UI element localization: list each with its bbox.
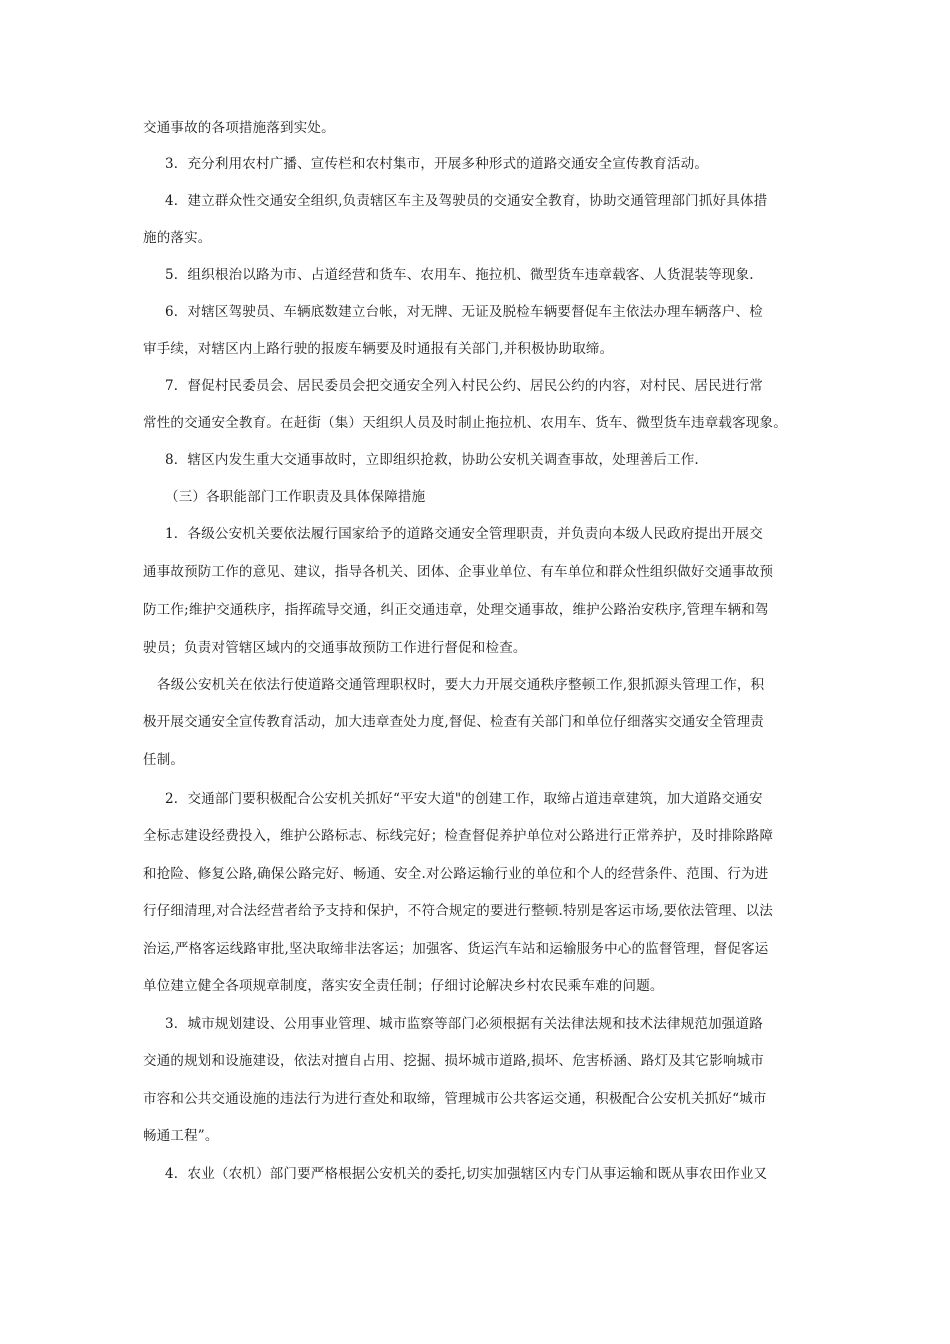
text-line: 3．城市规划建设、公用事业管理、城市监察等部门必须根据有关法律法规和技术法律规范加强道路 [165, 1016, 763, 1032]
text-line: 8．辖区内发生重大交通事故时，立即组织抢救，协助公安机关调查事故，处理善后工作. [165, 452, 699, 468]
text-line: 通事故预防工作的意见、建议，指导各机关、团体、企事业单位、有车单位和群众性组织做好交通事故预 [143, 564, 774, 580]
text-line: 交通的规划和设施建设，依法对擅自占用、挖掘、损坏城市道路,损坏、危害桥涵、路灯及其它影响城市 [143, 1053, 764, 1069]
text-line: 单位建立健全各项规章制度，落实安全责任制；仔细讨论解决乡村农民乘车难的问题。 [143, 978, 664, 994]
text-line: 行仔细清理,对合法经营者给予支持和保护，不符合规定的要进行整顿.特别是客运市场,要依法管理、以法 [143, 903, 773, 919]
text-line: 审手续，对辖区内上路行驶的报废车辆要及时通报有关部门,并积极协助取缔。 [143, 341, 614, 357]
text-line: 6．对辖区驾驶员、车辆底数建立台帐，对无牌、无证及脱检车辆要督促车主依法办理车辆落户、检 [165, 304, 763, 320]
text-line: 市容和公共交通设施的违法行为进行查处和取缔，管理城市公共客运交通，积极配合公安机关抓好“城市 [143, 1091, 767, 1107]
text-line: 各级公安机关在依法行使道路交通管理职权时，要大力开展交通秩序整顿工作,狠抓源头管理工作，积 [157, 677, 765, 693]
text-line: 和抢险、修复公路,确保公路完好、畅通、安全.对公路运输行业的单位和个人的经营条件、范围、行为进 [143, 866, 769, 882]
text-line: 全标志建设经费投入，维护公路标志、标线完好；检查督促养护单位对公路进行正常养护，及时排除路障 [143, 828, 774, 844]
text-line: 施的落实。 [143, 230, 212, 246]
text-line: 防工作;维护交通秩序，指挥疏导交通，纠正交通违章，处理交通事故，维护公路治安秩序,管理车辆和驾 [143, 602, 769, 618]
text-line: 畅通工程”。 [143, 1128, 219, 1144]
text-line: 1．各级公安机关要依法履行国家给予的道路交通安全管理职责，并负责向本级人民政府提出开展交 [165, 526, 763, 542]
text-line: 5．组织根治以路为市、占道经营和货车、农用车、拖拉机、微型货车违章载客、人货混装等现象. [165, 267, 754, 283]
text-line: 常性的交通安全教育。在赶街（集）天组织人员及时制止拖拉机、农用车、货车、微型货车违章载客现象。 [143, 415, 787, 431]
text-line: 交通事故的各项措施落到实处。 [143, 120, 335, 136]
text-line: 任制。 [143, 752, 185, 768]
text-line: 治运,严格客运线路审批,坚决取缔非法客运；加强客、货运汽车站和运输服务中心的监督管理，督促客运 [143, 941, 769, 957]
text-line: 3．充分利用农村广播、宣传栏和农村集市，开展多种形式的道路交通安全宣传教育活动。 [165, 156, 709, 172]
text-line: （三）各职能部门工作职责及具体保障措施 [165, 489, 426, 505]
text-line: 极开展交通安全宣传教育活动，加大违章查处力度,督促、检查有关部门和单位仔细落实交通安全管理责 [143, 714, 764, 730]
text-line: 4．建立群众性交通安全组织,负责辖区车主及驾驶员的交通安全教育，协助交通管理部门抓好具体措 [165, 193, 768, 209]
text-line: 2．交通部门要积极配合公安机关抓好“平安大道"的创建工作，取缔占道违章建筑，加大道路交通安 [165, 791, 763, 807]
text-line: 驶员；负责对管辖区域内的交通事故预防工作进行督促和检查。 [143, 640, 527, 656]
text-line: 7．督促村民委员会、居民委员会把交通安全列入村民公约、居民公约的内容，对村民、居民进行常 [165, 378, 763, 394]
text-line: 4．农业（农机）部门要严格根据公安机关的委托,切实加强辖区内专门从事运输和既从事农田作业又 [165, 1166, 768, 1182]
